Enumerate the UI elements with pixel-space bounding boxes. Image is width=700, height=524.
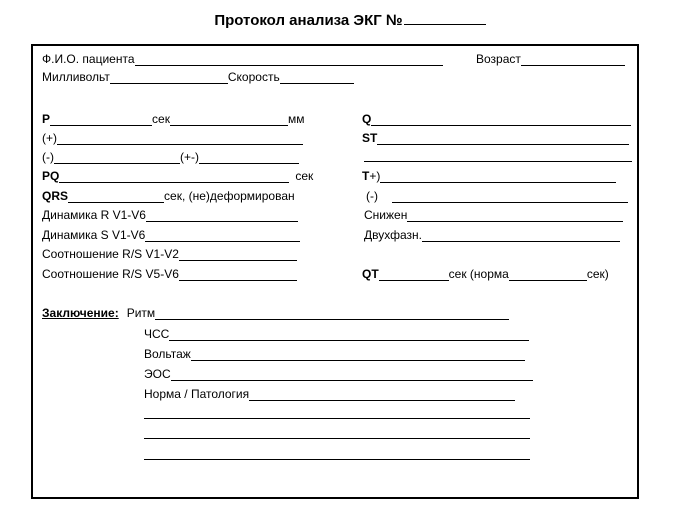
t-minus-label: (-): [366, 189, 378, 203]
rs-v1v2-field[interactable]: [179, 248, 297, 261]
patient-age-field[interactable]: [521, 53, 625, 66]
voltage-field[interactable]: [191, 348, 525, 361]
conclusion-rhythm-row: [42, 304, 509, 320]
norm-pathology-field[interactable]: [249, 388, 515, 401]
dynamics-r-row: [42, 206, 298, 222]
rs-v5v6-field[interactable]: [179, 268, 297, 281]
p-plusminus-field[interactable]: [199, 151, 299, 164]
patient-name-row: [42, 50, 443, 66]
qt-field[interactable]: [379, 268, 449, 281]
dynamics-r-field[interactable]: [146, 209, 298, 222]
patient-age-row: [476, 50, 625, 66]
norm-row: [144, 385, 515, 401]
millivolt-field[interactable]: [110, 71, 228, 84]
t-biphasic-row: [364, 226, 620, 242]
protocol-number-field[interactable]: [404, 10, 486, 25]
conclusion-extra-line-3[interactable]: [144, 459, 530, 460]
patient-name-label: Ф.И.О. пациента: [42, 52, 135, 66]
pq-sec-unit: сек: [295, 169, 314, 183]
millivolt-label: Милливольт: [42, 70, 110, 84]
t-plus-row: [362, 167, 616, 183]
p-wave-sec-field[interactable]: [50, 113, 152, 126]
rs-v5v6-row: [42, 265, 297, 281]
dynamics-s-field[interactable]: [145, 229, 300, 242]
pq-row: [42, 167, 313, 183]
pq-label: PQ: [42, 169, 60, 183]
patient-age-label: Возраст: [476, 52, 521, 66]
rs-v1v2-row: [42, 245, 297, 261]
eos-field[interactable]: [171, 368, 533, 381]
st-extra-line[interactable]: [364, 161, 632, 162]
p-plus-field[interactable]: [57, 132, 303, 145]
t-reduced-row: [364, 206, 623, 222]
q-wave-field[interactable]: [371, 113, 631, 126]
qrs-field[interactable]: [68, 190, 164, 203]
t-reduced-field[interactable]: [407, 209, 623, 222]
rhythm-label: Ритм: [126, 306, 156, 320]
qt-sec-end: сек): [586, 267, 609, 281]
norm-pathology-label: Норма / Патология: [144, 387, 250, 401]
rs-v5v6-label: Соотношение R/S V5-V6: [42, 267, 179, 281]
heart-rate-label: ЧСС: [144, 327, 170, 341]
p-minus-field[interactable]: [54, 151, 180, 164]
conclusion-extra-line-1[interactable]: [144, 418, 530, 419]
voltage-row: [144, 345, 525, 361]
speed-field[interactable]: [280, 71, 354, 84]
t-minus-row: [366, 187, 628, 203]
pq-field[interactable]: [59, 170, 289, 183]
qt-row: [362, 265, 609, 281]
t-wave-label: T: [362, 169, 370, 183]
dynamics-r-label: Динамика R V1-V6: [42, 208, 146, 222]
st-row: [362, 129, 629, 145]
p-plus-row: [42, 129, 303, 145]
t-reduced-label: Снижен: [364, 208, 408, 222]
q-wave-row: [362, 110, 631, 126]
rhythm-field[interactable]: [155, 307, 509, 320]
p-plus-label: (+): [42, 131, 57, 145]
conclusion-label: Заключение:: [42, 306, 119, 320]
qrs-suffix: сек, (не)деформирован: [164, 189, 295, 203]
rs-v1v2-label: Соотношение R/S V1-V2: [42, 247, 179, 261]
p-wave-label: P: [42, 112, 51, 126]
speed-label: Скорость: [227, 70, 280, 84]
dynamics-s-row: [42, 226, 300, 242]
p-minus-row: [42, 148, 299, 164]
q-wave-label: Q: [362, 112, 372, 126]
qt-norm-field[interactable]: [509, 268, 587, 281]
qt-label: QT: [362, 267, 379, 281]
patient-name-field[interactable]: [135, 53, 443, 66]
st-field[interactable]: [377, 132, 629, 145]
p-wave-mm-unit: мм: [287, 112, 305, 126]
protocol-title-text: Протокол анализа ЭКГ №: [214, 12, 403, 29]
p-wave-sec-unit: сек: [152, 112, 170, 126]
qt-sec-label: сек (норма: [448, 267, 509, 281]
t-biphasic-label: Двухфазн.: [364, 228, 422, 242]
p-plusminus-label: (+-): [180, 150, 199, 164]
qrs-row: [42, 187, 295, 203]
protocol-title: [0, 10, 700, 29]
conclusion-extra-line-2[interactable]: [144, 438, 530, 439]
t-biphasic-field[interactable]: [422, 229, 620, 242]
qrs-label: QRS: [42, 189, 69, 203]
heart-rate-field[interactable]: [169, 328, 529, 341]
st-label: ST: [362, 131, 378, 145]
p-wave-row: [42, 110, 304, 126]
t-minus-field[interactable]: [392, 190, 628, 203]
dynamics-s-label: Динамика S V1-V6: [42, 228, 146, 242]
eos-label: ЭОС: [144, 367, 171, 381]
voltage-label: Вольтаж: [144, 347, 191, 361]
eos-row: [144, 365, 533, 381]
hr-row: [144, 325, 529, 341]
p-minus-label: (-): [42, 150, 54, 164]
p-wave-mm-field[interactable]: [170, 113, 288, 126]
t-plus-field[interactable]: [380, 170, 616, 183]
t-plus-label: +): [369, 169, 381, 183]
calibration-row: [42, 68, 354, 84]
